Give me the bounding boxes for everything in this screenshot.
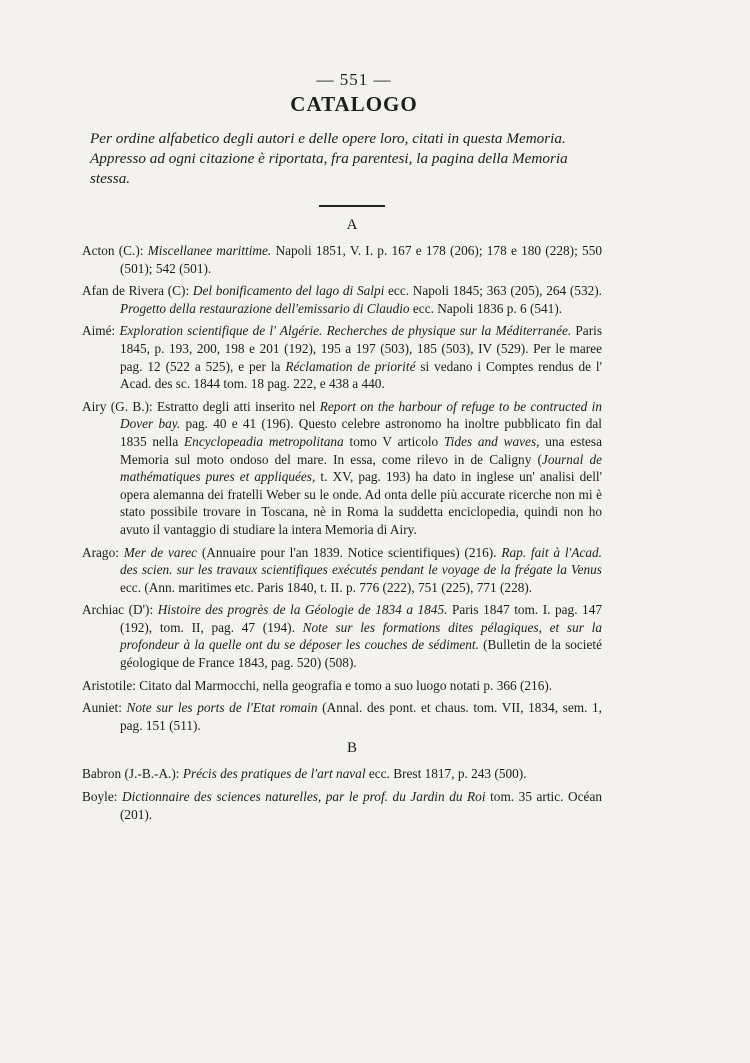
entry-title: Précis des pratiques de l'art naval xyxy=(182,766,366,782)
catalog-entry xyxy=(82,322,602,392)
entry-title: Réclamation de priorité xyxy=(285,358,416,374)
entry-author: Airy (G. B.): xyxy=(82,398,158,414)
entry-text: si vedano i Comptes rendus de l' Acad. des sc. 1844 tom. 18 pag. 222, e 438 a 440. xyxy=(120,358,602,392)
entry-title: Miscellanee marittime. xyxy=(147,243,272,258)
entry-text: ecc. Napoli 1836 p. 6 (541). xyxy=(409,300,563,316)
catalog-entry xyxy=(82,398,602,539)
entry-title: Note sur les formations dites pélagiques, et sur la profondeur à la quelle ont du se déposer les couches de sédiment. xyxy=(120,619,602,653)
entry-author: Acton (C.): xyxy=(82,243,148,258)
entry-title: Report on the harbour of refuge to be contructed in Dover bay. xyxy=(120,398,602,432)
entry-title: Mer de varec xyxy=(123,544,198,560)
entry-title: Progetto della restaurazione dell'emissario di Claudio xyxy=(120,300,410,316)
entry-author: Aristotile: xyxy=(82,677,140,693)
entry-title: Encyclopeadia metropolitana xyxy=(184,433,344,449)
page-number: — 551 — xyxy=(316,70,392,89)
entry-author: Afan de Rivera (C): xyxy=(82,283,193,299)
entry-author: Archiac (D'): xyxy=(82,602,158,618)
page-title: CATALOGO xyxy=(290,92,418,116)
entry-title: Exploration scientifique de l' Algérie. Recherches de physique sur la Méditerranée. xyxy=(119,323,572,339)
divider-rule xyxy=(319,205,385,207)
entry-text: (Annuaire pour l'an 1839. Notice scientifiques) (216). xyxy=(197,544,502,560)
entry-text: pag. 40 e 41 (196). Questo celebre astronomo ha inoltre pubblicato fin dal 1835 nella xyxy=(120,416,602,449)
entry-text: (Annal. des pont. et chaus. tom. VII, 1834, sem. 1, pag. 151 (511). xyxy=(120,700,602,733)
entry-author: Auniet: xyxy=(82,700,127,716)
entry-text: Napoli 1851, V. I. p. 167 e 178 (206); 178 e 180 (228); 550 (501); 542 (501). xyxy=(120,243,602,276)
entry-text: Paris 1847 tom. I. pag. 147 (192), tom. II, pag. 47 (194). xyxy=(120,602,602,635)
catalog-sections xyxy=(82,217,602,823)
catalog-entry xyxy=(82,677,602,695)
entry-text: tomo V articolo xyxy=(343,433,444,449)
entry-text: ecc. Brest 1817, p. 243 (500). xyxy=(365,766,527,782)
catalog-page xyxy=(82,70,602,828)
entry-text: Citato dal Marmocchi, nella geografia e tomo a suo luogo notati p. 366 (216). xyxy=(139,677,553,693)
entry-author: Arago: xyxy=(82,544,124,560)
entry-text: t. XV, pag. 193) ha dato in inglese un' analisi dell' opera alemanna dei fratelli Weber su le onde. Ad onta delle più accurate ricerche non mi è stato possibile trovare in Toscana, nè in Roma la suddetta enciclopedia, quindi non ho avuto il vantaggio di studiare la intera Memoria di Airy. xyxy=(120,469,602,537)
catalog-entry xyxy=(82,699,602,734)
catalog-entry xyxy=(82,601,602,671)
entry-author: Babron (J.-B.-A.): xyxy=(82,766,183,782)
entry-author: Boyle: xyxy=(82,789,123,805)
catalog-entry xyxy=(82,765,602,783)
entry-title: Rap. fait à l'Acad. des scien. sur les travaux scientifiques exécutés pendant le voyage de la frégate la Venus xyxy=(120,544,603,578)
entry-text: tom. 35 artic. Océan (201). xyxy=(120,789,602,822)
entry-title: Journal de mathématiques pures et appliquées, xyxy=(120,451,602,485)
entry-title: Del bonificamento del lago di Salpi xyxy=(192,283,385,299)
entry-text: Paris 1845, p. 193, 200, 198 e 201 (192), 195 a 197 (503), 185 (503), IV (529). Per le maree pag. 12 (522 a 525), e per la xyxy=(120,323,602,374)
intro-text: Per ordine alfabetico degli autori e delle opere loro, citati in questa Memoria. Appresso ad ogni citazione è riportata, fra parentesi, la pagina della Memoria stessa. xyxy=(90,130,568,187)
section-letter: B xyxy=(346,740,357,757)
entry-text: (Bulletin de la societé géologique de France 1843, pag. 520) (508). xyxy=(120,637,602,671)
catalog-entry xyxy=(82,544,602,597)
entry-title: Note sur les ports de l'Etat romain xyxy=(126,700,318,716)
catalog-entry xyxy=(82,282,602,317)
entry-title: Dictionnaire des sciences naturelles, par le prof. du Jardin du Roi xyxy=(122,789,486,805)
entry-text: una estesa Memoria sul moto ondoso del mare. In essa, come rilevo in de Caligny ( xyxy=(120,433,603,467)
catalog-entry xyxy=(82,242,602,277)
catalog-entry xyxy=(82,788,602,823)
section-letter: A xyxy=(346,217,358,233)
entry-author: Aimé: xyxy=(82,323,120,339)
entry-title: Histoire des progrès de la Géologie de 1834 a 1845. xyxy=(157,602,448,618)
entry-text: ecc. Napoli 1845; 363 (205), 264 (532). xyxy=(384,283,602,299)
entry-title: Tides and waves, xyxy=(444,433,540,449)
entry-text: Estratto degli atti inserito nel xyxy=(157,398,320,414)
entry-text: ecc. (Ann. maritimes etc. Paris 1840, t. II. p. 776 (222), 751 (225), 771 (228). xyxy=(120,579,533,595)
